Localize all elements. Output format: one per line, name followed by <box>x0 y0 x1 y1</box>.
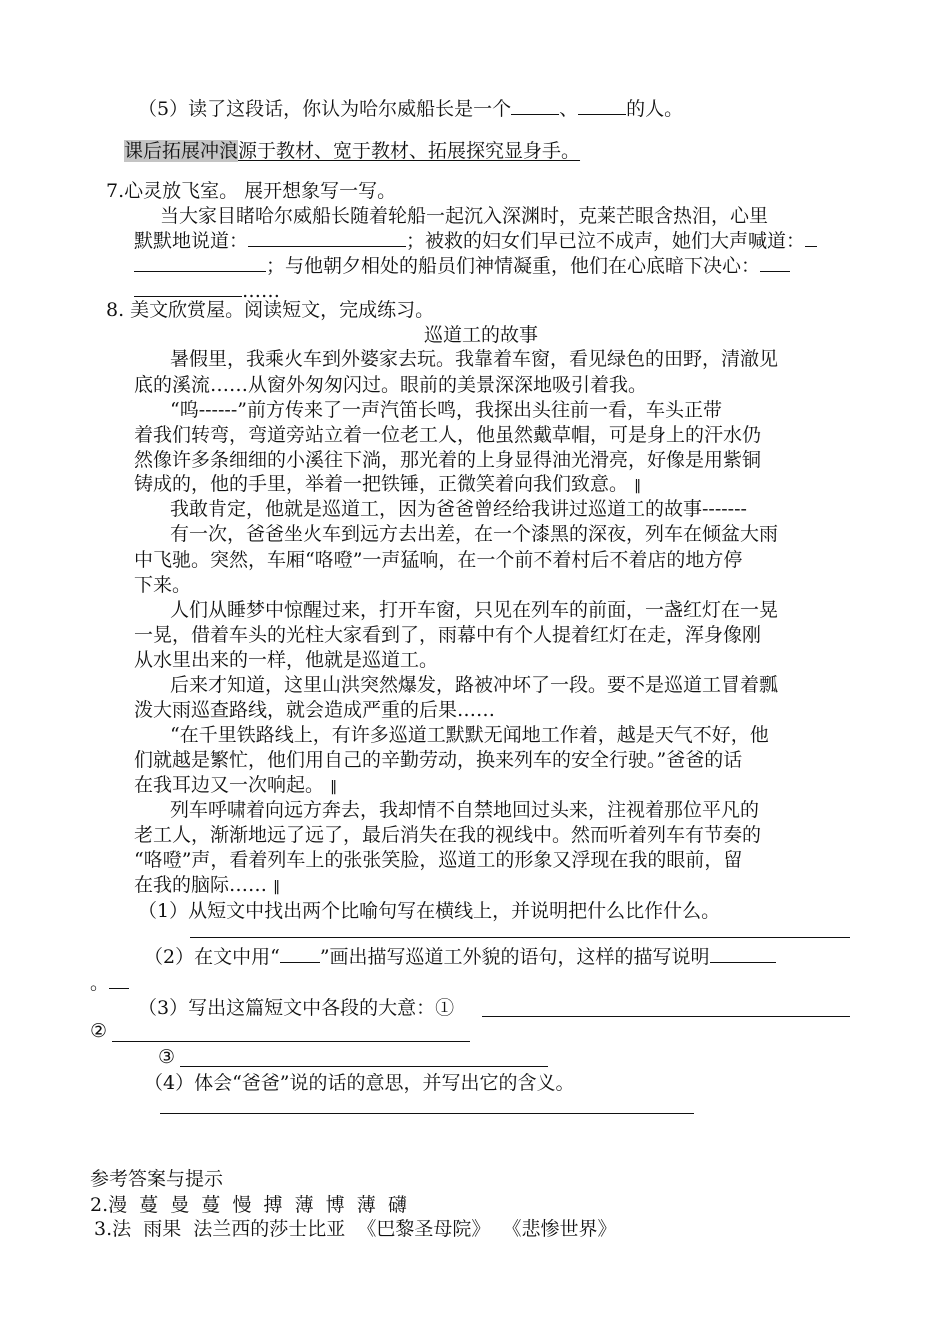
story-line: 泼大雨巡查路线，就会造成严重的后果…… <box>134 699 496 721</box>
q7-line-3 <box>134 253 790 279</box>
story-text: 铸成的，他的手里，举着一把铁锤，正微笑着向我们致意。 <box>134 473 629 495</box>
paragraph-mark: ‖ <box>273 879 281 895</box>
story-line: 们就越是繁忙，他们用自己的辛勤劳动，换来列车的安全行驶。”爸爸的话 <box>134 749 743 771</box>
answer-2: 2.漫 蔓 曼 蔓 慢 搏 薄 博 薄 礴 <box>90 1194 407 1216</box>
story-line: “在千里铁路线上，有许多巡道工默默无闻地工作着，越是天气不好，他 <box>170 724 769 746</box>
q8-sub4: （4）体会“爸爸”说的话的意思，并写出它的含义。 <box>144 1072 575 1094</box>
answer-3: 3.法 雨果 法兰西的莎士比亚 《巴黎圣母院》 《悲惨世界》 <box>94 1218 617 1240</box>
banner-label: 课后拓展冲浪 <box>124 140 239 162</box>
story-title: 巡道工的故事 <box>424 324 539 346</box>
q8-sub3-text: （3）写出这篇短文中各段的大意： <box>138 997 436 1019</box>
q5-suffix: 的人。 <box>626 98 684 120</box>
story-line: 中飞驰。突然，车厢“咯噔”一声猛响，在一个前不着村后不着店的地方停 <box>134 549 743 571</box>
q5-separator: 、 <box>559 98 579 120</box>
story-line: 底的溪流……从窗外匆匆闪过。眼前的美景深深地吸引着我。 <box>134 374 648 396</box>
q7-line-2 <box>134 228 817 254</box>
q8-sub3-line-1[interactable] <box>482 1016 850 1017</box>
q5-blank-1[interactable] <box>511 96 559 115</box>
paragraph-mark: ‖ <box>634 478 642 494</box>
q7-text-2a: 默默地说道： <box>134 230 249 252</box>
q5-blank-2[interactable] <box>578 96 626 115</box>
story-line: 着我们转弯，弯道旁站立着一位老工人，他虽然戴草帽，可是身上的汗水仍 <box>134 424 762 446</box>
q8-sub2-period: 。 <box>90 972 110 994</box>
q7-blank-3a[interactable] <box>760 253 790 272</box>
q8-sub2 <box>144 944 776 970</box>
q8-title: 8. 美文欣赏屋。阅读短文，完成练习。 <box>106 299 435 321</box>
q8-sub3 <box>138 995 454 1021</box>
story-line: 有一次，爸爸坐火车到远方去出差，在一个漆黑的深夜，列车在倾盆大雨 <box>170 523 779 545</box>
q7-text-2b: ；被救的妇女们早已泣不成声，她们大声喊道： <box>406 230 806 252</box>
q8-sub3-line-3[interactable] <box>180 1066 548 1067</box>
q8-sub2-end <box>90 970 129 996</box>
story-line: “呜------”前方传来了一声汽笛长鸣，我探出头往前一看，车头正带 <box>170 399 722 421</box>
story-line: “咯噔”声，看着列车上的张张笑脸，巡道工的形象又浮现在我的眼前，留 <box>134 849 743 871</box>
q7-text-4b: …… <box>242 280 280 302</box>
q8-sub2-answer-blank[interactable] <box>710 944 776 963</box>
q8-sub1: （1）从短文中找出两个比喻句写在横线上，并说明把什么比作什么。 <box>138 900 721 922</box>
answers-title: 参考答案与提示 <box>90 1168 224 1190</box>
story-line <box>134 872 280 900</box>
banner-text: 源于教材、宽于教材、拓展探究显身手。 <box>238 140 581 162</box>
story-line: 从水里出来的一样，他就是巡道工。 <box>134 649 439 671</box>
story-line: 列车呼啸着向远方奔去，我却情不自禁地回过头来，注视着那位平凡的 <box>170 799 760 821</box>
q7-title: 7.心灵放飞室。 展开想象写一写。 <box>106 180 397 202</box>
story-line: 后来才知道，这里山洪突然爆发，路被冲坏了一段。要不是巡道工冒着瓢 <box>170 674 779 696</box>
story-line <box>134 772 337 800</box>
story-line: 然像许多条细细的小溪往下淌，那光着的上身显得油光滑亮，好像是用紫铜 <box>134 449 762 471</box>
q8-sub3-line2: ② <box>90 1020 108 1042</box>
q8-sub3-line-2[interactable] <box>112 1041 470 1042</box>
story-line <box>134 471 641 499</box>
q7-blank-1[interactable] <box>248 228 406 247</box>
q7-blank-2b[interactable] <box>134 253 266 272</box>
story-text: 在我耳边又一次响起。 <box>134 774 325 796</box>
q8-sub2-pre: （2）在文中用“ <box>144 946 280 968</box>
story-line: 下来。 <box>134 574 192 596</box>
q8-sub2-mark-blank[interactable] <box>280 944 320 963</box>
q5-prompt: （5）读了这段话，你认为哈尔威船长是一个 <box>138 98 512 120</box>
story-line: 我敢肯定，他就是巡道工，因为爸爸曾经给我讲过巡道工的故事------- <box>170 498 747 520</box>
story-text: 在我的脑际…… <box>134 874 268 896</box>
q8-sub2-tail-blank[interactable] <box>109 970 129 989</box>
q7-blank-3b[interactable] <box>134 278 242 297</box>
q7-blank-2a[interactable] <box>805 228 817 247</box>
circle-1: ① <box>435 997 455 1019</box>
extension-banner <box>124 138 580 164</box>
q5-line <box>138 96 683 122</box>
q8-sub3-line3: ③ <box>158 1046 176 1068</box>
story-line: 人们从睡梦中惊醒过来，打开车窗，只见在列车的前面，一盏红灯在一晃 <box>170 599 779 621</box>
q7-text-3b: ；与他朝夕相处的船员们神情凝重，他们在心底暗下决心： <box>266 255 761 277</box>
story-line: 老工人，渐渐地远了远了，最后消失在我的视线中。然而听着列车有节奏的 <box>134 824 762 846</box>
q8-sub4-answer-line[interactable] <box>160 1113 694 1114</box>
q7-line-1: 当大家目睹哈尔威船长随着轮船一起沉入深渊时，克莱芒眼含热泪，心里 <box>160 205 769 227</box>
paragraph-mark: ‖ <box>330 779 338 795</box>
q8-sub1-answer-line[interactable] <box>190 937 850 938</box>
story-line: 暑假里，我乘火车到外婆家去玩。我靠着车窗，看见绿色的田野，清澈见 <box>170 348 779 370</box>
story-line: 一晃，借着车头的光柱大家看到了，雨幕中有个人提着红灯在走，浑身像刚 <box>134 624 762 646</box>
q8-sub2-post: ”画出描写巡道工外貌的语句，这样的描写说明 <box>319 946 710 968</box>
